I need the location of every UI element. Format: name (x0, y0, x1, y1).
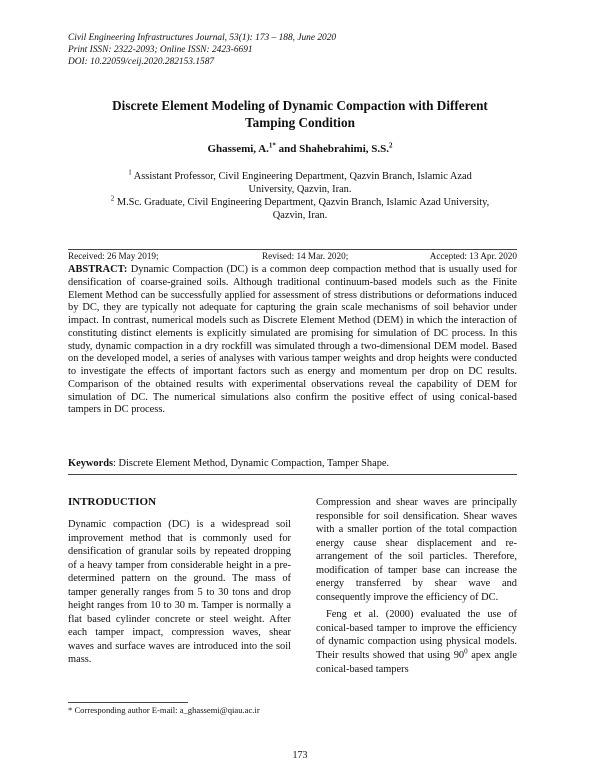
page-number: 173 (292, 750, 308, 761)
author-1-mark: 1* (268, 141, 276, 150)
received-date: Received: 26 May 2019; (68, 251, 159, 261)
journal-header (68, 32, 336, 68)
journal-issn: Print ISSN: 2322-2093; Online ISSN: 2423-6691 (68, 45, 253, 55)
author-line (60, 143, 540, 155)
abstract (68, 264, 517, 417)
affiliation-1 (105, 170, 495, 196)
intro-paragraph-3-text-a: Feng et al. (2000) evaluated the use of conical-based tamper to improve the efficiency of dynamic compaction using physical models. Their results showed that using 90 (316, 609, 517, 662)
affiliation-1-text: Assistant Professor, Civil Engineering Department, Qazvin Branch, Islamic Azad University, Qazvin, Iran. (131, 171, 472, 195)
revised-date: Revised: 14 Mar. 2020; (262, 251, 349, 261)
degree-superscript: 0 (464, 647, 468, 656)
section-heading-introduction: INTRODUCTION (68, 496, 157, 508)
intro-paragraph-3-text-b: apex angle conical-based tampers (316, 650, 517, 675)
intro-paragraph-2: Compression and shear waves are principally responsible for soil densification. Shear waves with a smaller portion of the total compaction energy cause shear displacement and re-arrangement of the soil particles. Therefore, modification of tamper base can increase the energy transferred by shear wave and consequently improve the efficiency of DC. (316, 497, 517, 603)
abstract-text: Dynamic Compaction (DC) is a common deep compaction method that is usually used for densification of coarse-grained soils. Although traditional continuum-based models such as the Finite Element Method can be successfully applied for assessment of stress distributions or deformations induced by DC, they are typically not adequate for capturing the grain scale mechanisms of soil behavior under impact. In contrast, numerical models such as Discrete Element Method (DEM) in which the interaction of constituting distinct elements is explicitly simulated are promising for simulation of DC process. In this study, dynamic compaction in a dry rockfill was simulated through a two-dimensional DEM model. Based on the developed model, a series of analyses with various tamper weights and drop heights were conducted to investigate the effects of important factors such as energy and momentum per drop on DC results. Comparison of the obtained results with experimental observations reveal the capability of DEM for simulation of DC. The numerical simulations also confirm the positive effect of using conical-based tampers in DC process. (68, 264, 517, 416)
accepted-date: Accepted: 13 Apr. 2020 (429, 251, 517, 261)
keywords-label: Keywords (68, 458, 114, 469)
paper-title (60, 97, 540, 131)
dates-rule (68, 249, 517, 250)
abstract-label: ABSTRACT: (68, 264, 128, 275)
author-2-mark: 2 (389, 141, 393, 150)
title-line-1: Discrete Element Modeling of Dynamic Compaction with Different (112, 98, 488, 113)
intro-right-column (316, 496, 517, 676)
journal-citation: Civil Engineering Infrastructures Journal, 53(1): 173 – 188, June 2020 (68, 33, 337, 43)
journal-doi: DOI: 10.22059/ceij.2020.282153.1587 (68, 57, 215, 67)
affiliation-2 (105, 196, 495, 222)
keywords-rule (68, 474, 517, 475)
author-2: and Shahebrahimi, S.S. (275, 143, 390, 155)
footnote-rule (68, 702, 188, 703)
keywords (68, 457, 517, 470)
keywords-text: : Discrete Element Method, Dynamic Compaction, Tamper Shape. (113, 458, 390, 469)
corresponding-author-footnote: * Corresponding author E-mail: a_ghassemi@qiau.ac.ir (68, 705, 260, 715)
intro-left-column (68, 518, 291, 667)
affiliation-2-text: M.Sc. Graduate, Civil Engineering Department, Qazvin Branch, Islamic Azad University, Qazvin, Iran. (114, 197, 490, 221)
intro-paragraph-3 (316, 608, 517, 676)
title-line-2: Tamping Condition (245, 115, 355, 130)
intro-paragraph-1: Dynamic compaction (DC) is a widespread soil improvement method that is commonly used for densification of granular soils by repeated dropping of a heavy tamper from considerable height in a pre-determined pattern on the ground. The mass of tamper generally ranges from 5 to 30 tons and drop height ranges from 10 to 30 m. Tamper is normally a flat based cylinder concrete or steel weight. After each tamper impact, compression waves, shear waves and surface waves are introduced into the soil mass. (68, 519, 291, 666)
affiliation-2-mark: 2 (110, 194, 115, 203)
author-1: Ghassemi, A. (207, 143, 269, 155)
affiliation-1-mark: 1 (128, 168, 132, 177)
